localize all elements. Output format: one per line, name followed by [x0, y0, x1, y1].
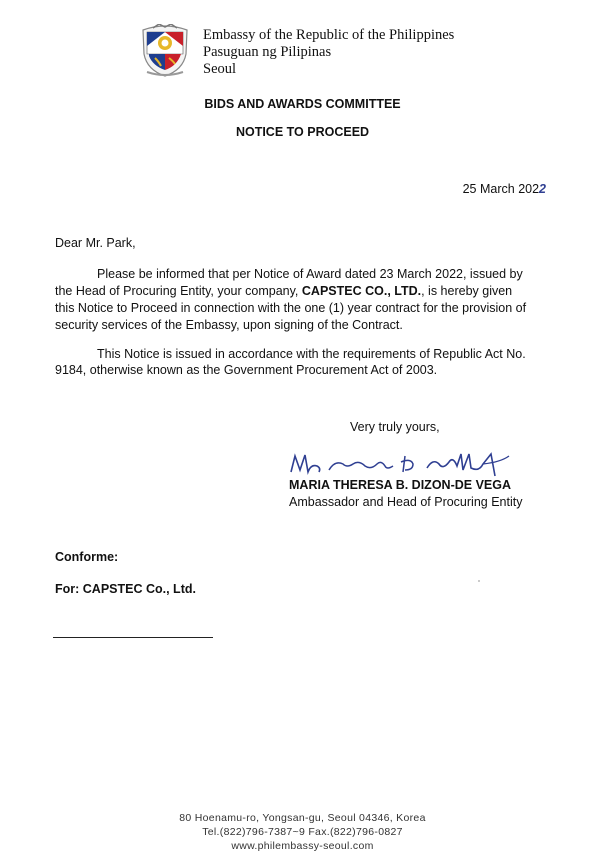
letterhead: [203, 27, 454, 78]
footer: [0, 811, 605, 853]
committee-heading: BIDS AND AWARDS COMMITTEE: [204, 97, 401, 111]
embassy-seal: [139, 24, 191, 78]
paragraph1-line3: this Notice to Proceed in connection with the one (1) year contract for the provision of: [55, 301, 527, 315]
conforme-label: Conforme:: [55, 550, 119, 564]
paragraph1-line2-start: the Head of Procuring Entity, your company,: [55, 284, 302, 298]
notice-title: NOTICE TO PROCEED: [235, 125, 370, 139]
date-typed: 25 March 202: [462, 182, 540, 196]
conforme-company: For: CAPSTEC Co., Ltd.: [55, 582, 196, 596]
letterhead-embassy-name: Embassy of the Republic of the Philippines: [203, 27, 455, 43]
paragraph2-line1: This Notice is issued in accordance with the requirements of Republic Act No.: [97, 347, 526, 361]
company-name: CAPSTEC CO., LTD.: [301, 284, 422, 298]
paragraph1-line2: [55, 283, 512, 300]
closing: Very truly yours,: [350, 420, 440, 434]
paragraph1-line4: security services of the Embassy, upon signing of the Contract.: [55, 318, 403, 332]
paragraph1-line2-end: , is hereby given: [421, 284, 513, 298]
footer-phones: Tel.(822)796-7387~9 Fax.(822)796-0827: [202, 826, 403, 838]
signer-name: MARIA THERESA B. DIZON-DE VEGA: [289, 478, 511, 492]
salutation: Dear Mr. Park,: [55, 236, 136, 250]
footer-website: www.philembassy-seoul.com: [231, 840, 374, 852]
scan-speck: [478, 580, 480, 582]
handwritten-signature: [287, 450, 517, 480]
conforme-signature-line: [53, 637, 213, 638]
signer-title: Ambassador and Head of Procuring Entity: [289, 495, 523, 509]
paragraph2-line2: 9184, otherwise known as the Government Procurement Act of 2003.: [55, 363, 438, 377]
letterhead-filipino-name: Pasuguan ng Pilipinas: [203, 44, 332, 60]
signer-block: [289, 477, 522, 511]
letterhead-city: Seoul: [203, 61, 237, 77]
paragraph1-line1: Please be informed that per Notice of Award dated 23 March 2022, issued by: [97, 267, 523, 281]
footer-address: 80 Hoenamu-ro, Yongsan-gu, Seoul 04346, Korea: [179, 812, 426, 824]
date-handwritten-digit: 2: [539, 182, 546, 196]
letter-date: [463, 182, 546, 196]
